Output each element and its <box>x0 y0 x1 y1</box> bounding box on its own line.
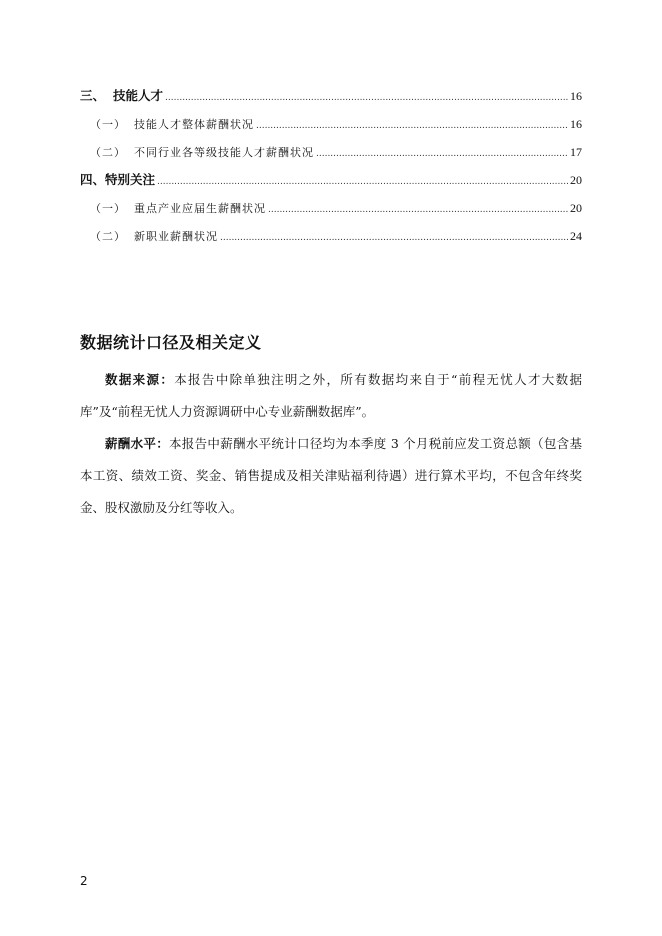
definition-data-source <box>80 364 582 428</box>
toc-entry-skilled-talent[interactable] <box>80 86 582 114</box>
toc-leader-dots <box>268 200 568 220</box>
toc-entry-page: 16 <box>570 117 582 131</box>
toc-entry-page: 20 <box>570 201 582 215</box>
toc-leader-dots <box>316 144 568 164</box>
page-number: 2 <box>80 874 88 888</box>
toc-entry-title: 技能人才整体薪酬状况 <box>134 118 254 131</box>
toc-entry-page: 16 <box>570 89 582 103</box>
definition-term: 薪酬水平： <box>105 436 169 451</box>
toc-entry-new-occupation-pay[interactable] <box>80 226 582 254</box>
toc-leader-dots <box>157 172 568 192</box>
section-heading: 数据统计口径及相关定义 <box>80 333 262 352</box>
toc-entry-page: 24 <box>570 229 582 243</box>
toc-entry-title: 四、特别关注 <box>80 172 156 187</box>
toc-entry-page: 20 <box>570 173 582 187</box>
definition-text: 本报告中除单独注明之外，所有数据均来自于“前程无忧人才大数据库”及“前程无忧人力资源调研中心专业薪酬数据库”。 <box>80 372 582 419</box>
toc-entry-industry-grade-pay[interactable] <box>80 142 582 170</box>
definition-term: 数据来源： <box>105 372 175 387</box>
toc-entry-title: 重点产业应届生薪酬状况 <box>134 202 266 215</box>
definition-text: 本报告中薪酬水平统计口径均为本季度 3 个月税前应发工资总额（包含基本工资、绩效工资、奖金、销售提成及相关津贴福利待遇）进行算术平均，不包含年终奖金、股权激励及分红等收入。 <box>80 436 582 515</box>
toc-entry-overall-pay[interactable] <box>80 114 582 142</box>
toc-leader-dots <box>256 116 568 136</box>
toc-entry-number: （一） <box>90 118 126 131</box>
toc-entry-page: 17 <box>570 145 582 159</box>
toc-entry-title: 不同行业各等级技能人才薪酬状况 <box>134 146 314 159</box>
toc-leader-dots <box>220 228 568 248</box>
toc-entry-title: 技能人才 <box>113 88 164 103</box>
toc-leader-dots <box>165 88 568 108</box>
toc-entry-special-focus[interactable] <box>80 170 582 198</box>
toc-entry-number: （二） <box>90 146 126 159</box>
toc-entry-graduate-pay[interactable] <box>80 198 582 226</box>
toc-entry-number: 三、 <box>80 88 106 103</box>
toc-entry-number: （二） <box>90 230 126 243</box>
definition-pay-level <box>80 428 582 524</box>
table-of-contents <box>80 86 582 254</box>
toc-entry-number: （一） <box>90 202 126 215</box>
toc-entry-title: 新职业薪酬状况 <box>134 230 218 243</box>
